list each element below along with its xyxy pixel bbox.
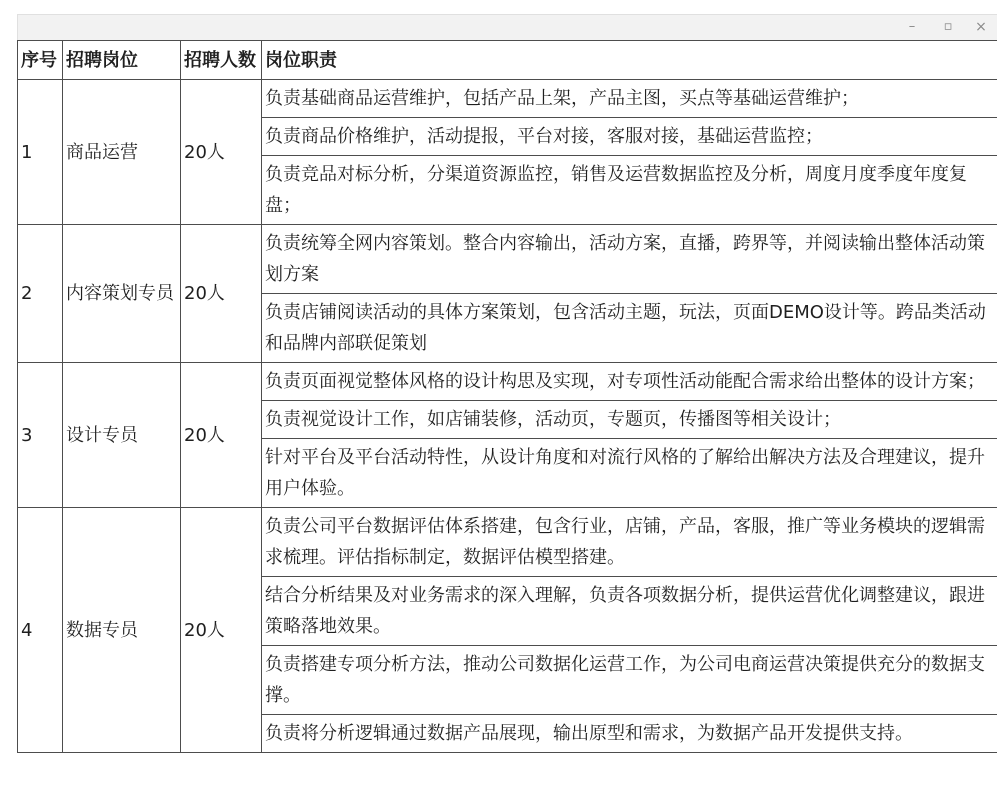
table-row (18, 508, 997, 577)
cell-headcount: 20人 (181, 508, 262, 753)
cell-duty: 负责店铺阅读活动的具体方案策划，包含活动主题，玩法，页面DEMO设计等。跨品类活动和品牌内部联促策划 (262, 294, 997, 363)
cell-position: 内容策划专员 (63, 225, 181, 363)
cell-duty: 负责公司平台数据评估体系搭建，包含行业，店铺，产品，客服，推广等业务模块的逻辑需求梳理。评估指标制定，数据评估模型搭建。 (262, 508, 997, 577)
cell-headcount: 20人 (181, 225, 262, 363)
cell-serial-number: 1 (18, 80, 63, 225)
cell-duty: 负责竞品对标分析，分渠道资源监控，销售及运营数据监控及分析，周度月度季度年度复盘； (262, 156, 997, 225)
cell-headcount: 20人 (181, 80, 262, 225)
table-header-row (18, 41, 997, 80)
minimize-icon[interactable]: – (908, 19, 916, 34)
cell-duty: 负责商品价格维护，活动提报，平台对接，客服对接，基础运营监控； (262, 118, 997, 156)
cell-duty: 负责将分析逻辑通过数据产品展现，输出原型和需求，为数据产品开发提供支持。 (262, 715, 997, 753)
window-titlebar (17, 14, 997, 40)
table-row (18, 80, 997, 118)
table-row (18, 363, 997, 401)
cell-position: 商品运营 (63, 80, 181, 225)
maximize-icon[interactable]: ▫ (943, 19, 953, 34)
header-serial-number: 序号 (18, 41, 63, 80)
cell-headcount: 20人 (181, 363, 262, 508)
header-duties: 岗位职责 (262, 41, 997, 80)
cell-serial-number: 3 (18, 363, 63, 508)
cell-serial-number: 4 (18, 508, 63, 753)
close-icon[interactable]: × (975, 19, 987, 35)
recruitment-table (17, 40, 997, 753)
recruitment-table-container (17, 40, 997, 753)
header-position: 招聘岗位 (63, 41, 181, 80)
cell-position: 设计专员 (63, 363, 181, 508)
cell-serial-number: 2 (18, 225, 63, 363)
cell-position: 数据专员 (63, 508, 181, 753)
header-headcount: 招聘人数 (181, 41, 262, 80)
cell-duty: 负责视觉设计工作，如店铺装修，活动页，专题页，传播图等相关设计； (262, 401, 997, 439)
table-row (18, 225, 997, 294)
cell-duty: 负责搭建专项分析方法，推动公司数据化运营工作，为公司电商运营决策提供充分的数据支撑。 (262, 646, 997, 715)
cell-duty: 负责基础商品运营维护，包括产品上架，产品主图，买点等基础运营维护； (262, 80, 997, 118)
cell-duty: 结合分析结果及对业务需求的深入理解，负责各项数据分析，提供运营优化调整建议，跟进策略落地效果。 (262, 577, 997, 646)
cell-duty: 负责统筹全网内容策划。整合内容输出，活动方案，直播，跨界等，并阅读输出整体活动策划方案 (262, 225, 997, 294)
cell-duty: 负责页面视觉整体风格的设计构思及实现，对专项性活动能配合需求给出整体的设计方案； (262, 363, 997, 401)
cell-duty: 针对平台及平台活动特性，从设计角度和对流行风格的了解给出解决方法及合理建议，提升用户体验。 (262, 439, 997, 508)
